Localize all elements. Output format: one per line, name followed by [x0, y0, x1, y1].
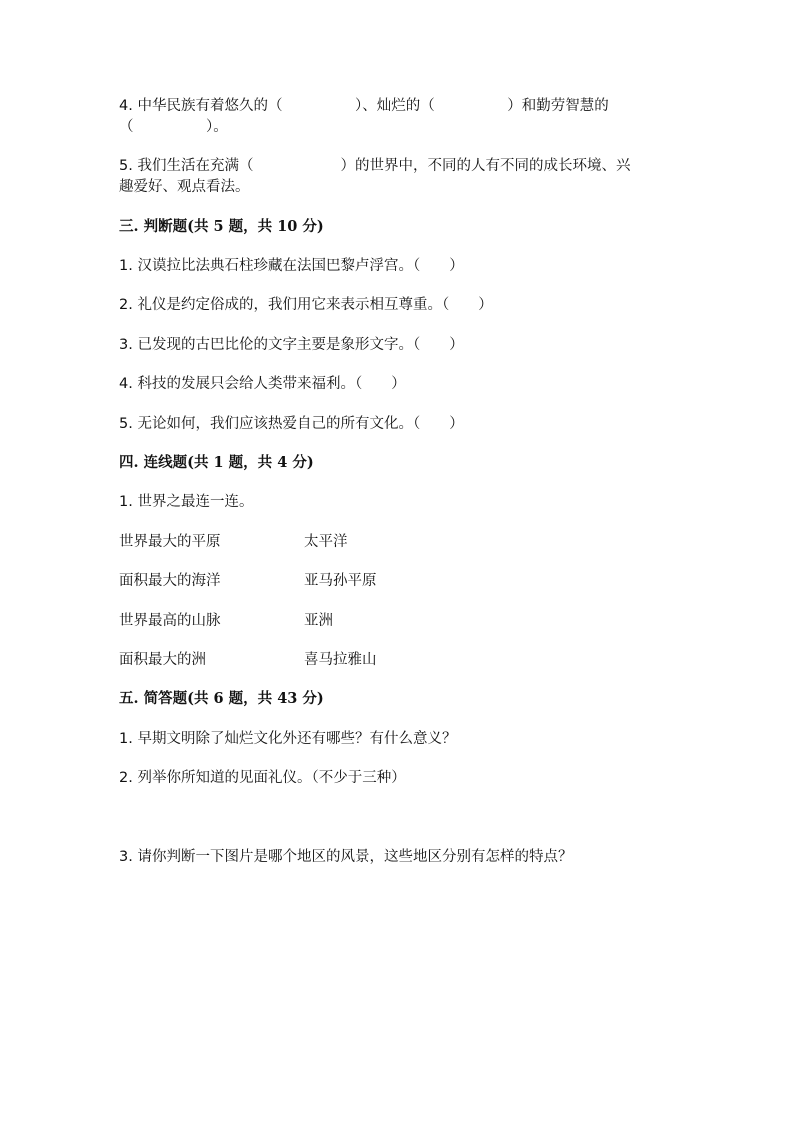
judge-q4: 4. 科技的发展只会给人类带来福利。（ ） — [119, 376, 406, 392]
match-right-2: 亚马孙平原 — [304, 573, 377, 589]
match-right-3: 亚洲 — [304, 613, 333, 629]
judge-q5: 5. 无论如何，我们应该热爱自己的所有文化。（ ） — [119, 416, 464, 432]
match-left-4: 面积最大的洲 — [119, 652, 206, 668]
match-left-1: 世界最大的平原 — [119, 534, 221, 550]
short-q2: 2. 列举你所知道的见面礼仪。（不少于三种） — [119, 770, 406, 786]
short-q1: 1. 早期文明除了灿烂文化外还有哪些？有什么意义？ — [119, 731, 457, 747]
match-left-2: 面积最大的海洋 — [119, 573, 221, 589]
judge-q2: 2. 礼仪是约定俗成的，我们用它来表示相互尊重。（ ） — [119, 297, 493, 313]
match-heading: 四. 连线题(共 1 题，共 4 分) — [119, 454, 314, 471]
fill-q4-line2: （ ）。 — [119, 119, 228, 135]
short-q3: 3. 请你判断一下图片是哪个地区的风景，这些地区分别有怎样的特点？ — [119, 849, 573, 865]
fill-q5-line1: 5. 我们生活在充满（ ）的世界中，不同的人有不同的成长环境、兴 — [119, 158, 631, 174]
fill-q4-line1: 4. 中华民族有着悠久的（ ）、灿烂的（ ）和勤劳智慧的 — [119, 98, 609, 114]
match-left-3: 世界最高的山脉 — [119, 613, 221, 629]
match-right-1: 太平洋 — [304, 534, 348, 550]
match-right-4: 喜马拉雅山 — [304, 652, 377, 668]
match-question: 1. 世界之最连一连。 — [119, 494, 254, 510]
judge-q3: 3. 已发现的古巴比伦的文字主要是象形文字。（ ） — [119, 337, 464, 353]
short-heading: 五. 简答题(共 6 题，共 43 分) — [119, 690, 324, 707]
judge-heading: 三. 判断题(共 5 题，共 10 分) — [119, 218, 324, 235]
judge-q1: 1. 汉谟拉比法典石柱珍藏在法国巴黎卢浮宫。（ ） — [119, 258, 464, 274]
fill-q5-line2: 趣爱好、观点看法。 — [119, 179, 250, 195]
